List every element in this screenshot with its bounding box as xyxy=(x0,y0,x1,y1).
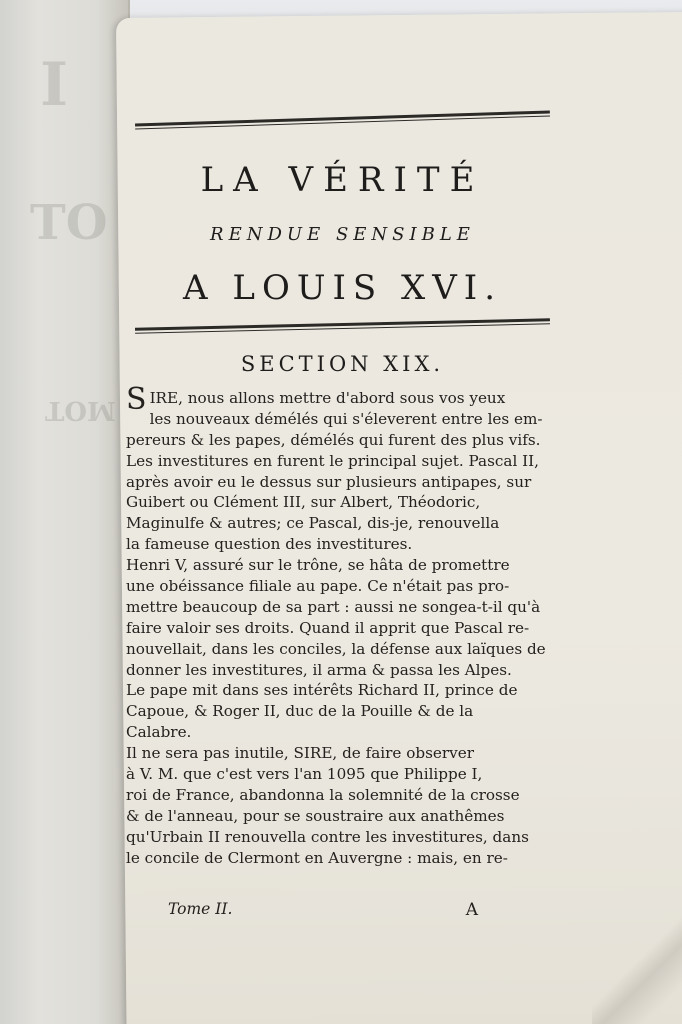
text-line: Maginulfe & autres; ce Pascal, dis-je, renouvella xyxy=(126,514,500,533)
left-page xyxy=(0,0,130,1024)
page-footer xyxy=(168,900,478,918)
text-line: à V. M. que c'est vers l'an 1095 que Philippe I, xyxy=(126,765,483,784)
text-line: Il ne sera pas inutile, SIRE, de faire observer xyxy=(126,744,474,763)
text-line: Les investitures en furent le principal sujet. Pascal II, xyxy=(126,451,539,470)
title-line-3: A LOUIS XVI. xyxy=(183,268,502,308)
text-line: donner les investitures, il arma & passa les Alpes. xyxy=(126,660,512,679)
left-page-bleed-text: TO xyxy=(30,195,108,251)
left-page-bleed-text: I xyxy=(40,50,69,120)
text-line: les nouveaux démélés qui s'éleverent entre les em- xyxy=(149,409,543,428)
text-line: roi de France, abandonna la solemnité de la crosse xyxy=(126,785,520,804)
left-page-bleed-text: MOT xyxy=(45,395,116,425)
text-line: Henri V, assuré sur le trône, se hâta de promettre xyxy=(126,556,510,575)
text-line: & de l'anneau, pour se soustraire aux anathêmes xyxy=(126,806,505,825)
body-text xyxy=(126,382,576,868)
drop-cap: S xyxy=(126,382,147,417)
text-line: Calabre. xyxy=(126,723,192,742)
text-line: nouvellait, dans les conciles, la défense aux laïques de xyxy=(126,639,546,658)
text-line-content: IRE, nous allons mettre d'abord sous vos yeux xyxy=(149,389,506,407)
text-line: Guibert ou Clément III, sur Albert, Théodoric, xyxy=(126,493,481,512)
text-line: pereurs & les papes, démélés qui furent des plus vifs. xyxy=(126,430,541,449)
title-line-1: LA VÉRITÉ xyxy=(200,160,485,200)
signature-mark: A xyxy=(465,900,478,920)
text-line: une obéissance filiale au pape. Ce n'était pas pro- xyxy=(126,577,510,596)
volume-label: Tome II. xyxy=(168,900,233,918)
text-line: Le pape mit dans ses intérêts Richard II, prince de xyxy=(126,681,518,700)
title-line-2: RENDUE SENSIBLE xyxy=(210,224,475,245)
text-line: qu'Urbain II renouvella contre les investitures, dans xyxy=(126,827,529,846)
text-line: mettre beaucoup de sa part : aussi ne songea-t-il qu'à xyxy=(126,597,541,616)
text-line xyxy=(126,382,576,417)
text-line: faire valoir ses droits. Quand il apprit que Pascal re- xyxy=(126,618,530,637)
text-line: Capoue, & Roger II, duc de la Pouille & de la xyxy=(126,702,474,721)
text-line: la fameuse question des investitures. xyxy=(126,535,413,554)
section-heading: SECTION XIX. xyxy=(240,352,445,376)
page-fold xyxy=(592,880,682,1024)
text-line: après avoir eu le dessus sur plusieurs antipapes, sur xyxy=(126,472,532,491)
text-line: le concile de Clermont en Auvergne : mais, en re- xyxy=(126,848,508,867)
